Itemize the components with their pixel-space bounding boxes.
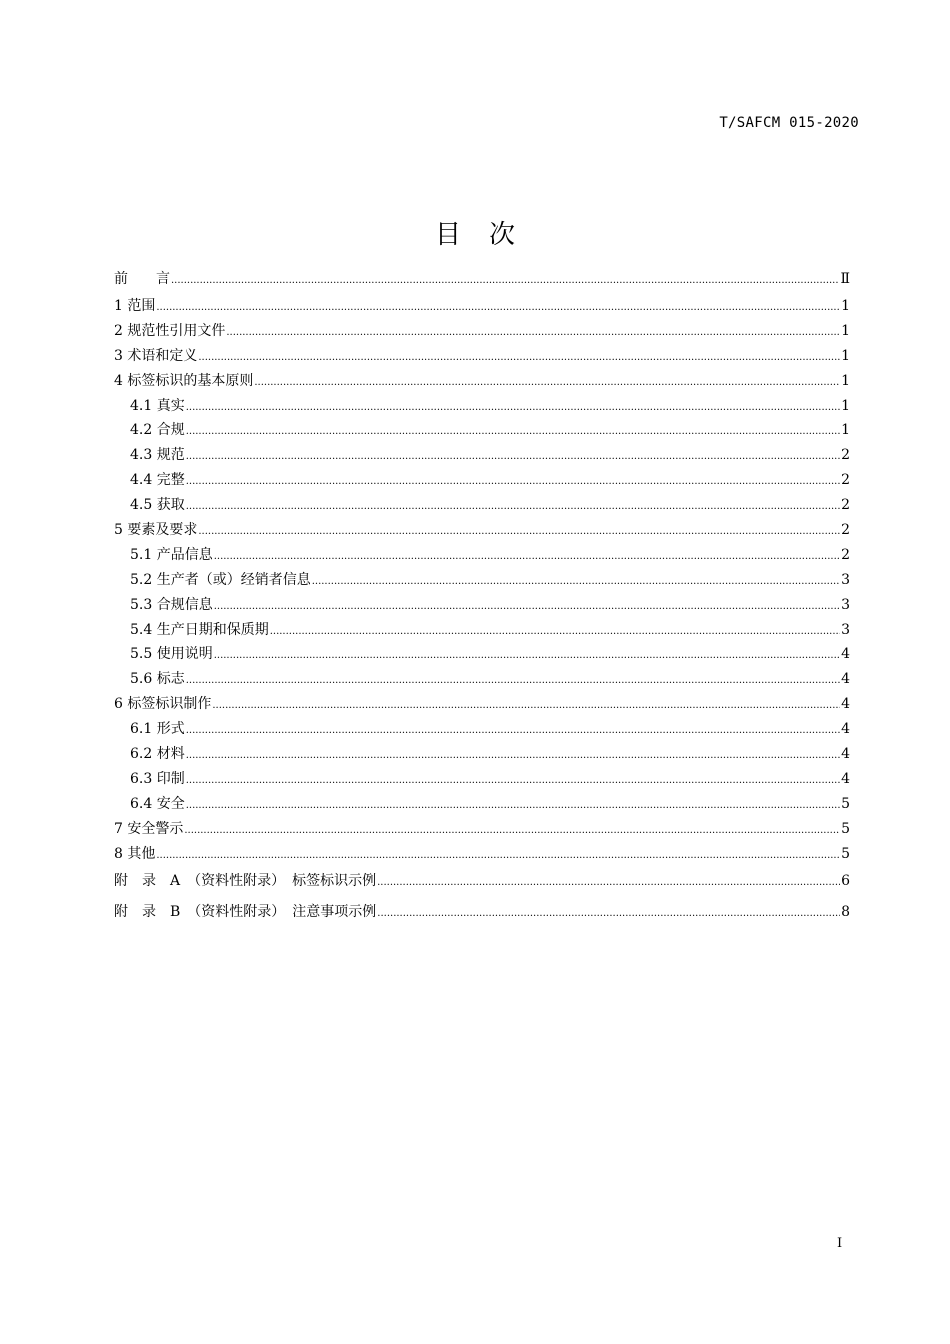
toc-entry-label: 附 录 B （资料性附录） 注意事项示例 [114,904,377,921]
toc-entry-label: 6.1 形式 [130,721,185,738]
toc-entry-label: 4.2 合规 [130,422,185,439]
toc-entry[interactable] [114,593,850,618]
toc-leader-dots [186,420,840,445]
toc-entry-page: 4 [841,696,850,713]
toc-entry-page: 5 [841,820,850,837]
toc-leader-dots [186,719,840,744]
toc-entry[interactable] [114,265,850,294]
toc-entry[interactable] [114,369,850,394]
toc-entry-label: 5.1 产品信息 [130,546,213,563]
toc-entry-label: 2 规范性引用文件 [114,322,226,339]
toc-entry[interactable] [114,518,850,543]
page-number: I [837,1236,843,1251]
toc-leader-dots [186,445,840,470]
toc-entry-label: 5.5 使用说明 [130,646,213,663]
toc-leader-dots [214,644,840,669]
toc-entry-label: 3 术语和定义 [114,347,198,364]
toc-entry-page: 8 [841,904,850,921]
toc-leader-dots [186,669,840,694]
toc-entry-label: 4.1 真实 [130,397,185,414]
toc-entry-page: 3 [841,621,850,638]
toc-entry[interactable] [114,842,850,867]
toc-entry-page: 2 [841,546,850,563]
toc-entry-label: 5.3 合规信息 [130,596,213,613]
toc-entry-label: 5 要素及要求 [114,522,198,539]
toc-leader-dots [186,794,840,819]
toc-entry-page: 5 [841,795,850,812]
toc-entry[interactable] [114,418,850,443]
toc-leader-dots [377,867,840,898]
toc-leader-dots [198,520,840,545]
toc-leader-dots [198,346,840,371]
toc-entry[interactable] [114,717,850,742]
document-code: T/SAFCM 015-2020 [719,115,859,131]
toc-entry-label: 4 标签标识的基本原则 [114,372,254,389]
toc-entry-page: 2 [841,472,850,489]
toc-leader-dots [186,470,840,495]
toc-leader-dots [312,570,840,595]
toc-leader-dots [186,495,840,520]
toc-entry[interactable] [114,817,850,842]
toc-entry[interactable] [114,493,850,518]
toc-leader-dots [186,769,840,794]
toc-leader-dots [156,844,840,869]
toc-entry[interactable] [114,742,850,767]
toc-entry[interactable] [114,642,850,667]
toc-entry-page: 2 [841,522,850,539]
toc-leader-dots [254,371,840,396]
toc-entry[interactable] [114,792,850,817]
toc-entry[interactable] [114,767,850,792]
toc-entry-label: 5.2 生产者（或）经销者信息 [130,571,311,588]
toc-leader-dots [212,694,840,719]
toc-entry-page: 5 [841,845,850,862]
toc-entry-page: 1 [841,298,850,314]
toc-entry-page: 1 [841,347,850,364]
toc-entry-page: 4 [841,646,850,663]
toc-leader-dots [226,321,840,346]
toc-entry[interactable] [114,443,850,468]
toc-entry-page: 1 [841,422,850,439]
toc-entry-page: 3 [841,596,850,613]
toc-leader-dots [171,266,839,295]
toc-entry-page: 4 [841,671,850,688]
toc-entry-label: 1 范围 [114,298,156,314]
toc-entry-label: 5.4 生产日期和保质期 [130,621,269,638]
toc-entry[interactable] [114,618,850,643]
toc-entry-label: 前 言 [114,271,170,287]
toc-leader-dots [214,545,840,570]
toc-entry-label: 4.4 完整 [130,472,185,489]
toc-entry-page: 4 [841,721,850,738]
toc-entry[interactable] [114,897,850,928]
toc-entry-page: 1 [841,397,850,414]
toc-leader-dots [270,620,840,645]
toc-entry-page: 2 [841,447,850,464]
toc-entry-page: 3 [841,571,850,588]
toc-leader-dots [377,898,840,929]
toc-leader-dots [186,396,840,421]
toc-entry[interactable] [114,568,850,593]
toc-entry[interactable] [114,344,850,369]
toc-entry[interactable] [114,468,850,493]
toc-entry[interactable] [114,692,850,717]
toc-entry-label: 7 安全警示 [114,820,184,837]
toc-entry-page: 4 [841,770,850,787]
toc-entry[interactable] [114,866,850,897]
toc-entry-label: 6.4 安全 [130,795,185,812]
toc-title: 目次 [434,220,543,250]
toc-leader-dots [214,595,840,620]
toc-entry[interactable] [114,319,850,344]
toc-leader-dots [184,819,840,844]
toc-entry-label: 8 其他 [114,845,156,862]
toc-entry[interactable] [114,667,850,692]
toc-leader-dots [156,296,840,321]
toc-entry-label: 4.3 规范 [130,447,185,464]
toc-leader-dots [186,744,840,769]
toc-entry-label: 6.3 印制 [130,770,185,787]
toc-entry-label: 6.2 材料 [130,746,185,763]
toc-entry[interactable] [114,294,850,319]
toc-entry-page: 6 [841,873,850,890]
toc-entry-page: 4 [841,746,850,763]
toc-entry-label: 附 录 A （资料性附录） 标签标识示例 [114,873,377,890]
table-of-contents [114,265,850,928]
toc-entry[interactable] [114,394,850,419]
toc-entry-label: 5.6 标志 [130,671,185,688]
toc-entry-page: 1 [841,372,850,389]
toc-entry-label: 6 标签标识制作 [114,696,212,713]
toc-entry-page: 2 [841,497,850,514]
toc-entry-page: 1 [841,322,850,339]
toc-entry[interactable] [114,543,850,568]
toc-entry-page: Ⅱ [840,271,850,287]
toc-entry-label: 4.5 获取 [130,497,185,514]
